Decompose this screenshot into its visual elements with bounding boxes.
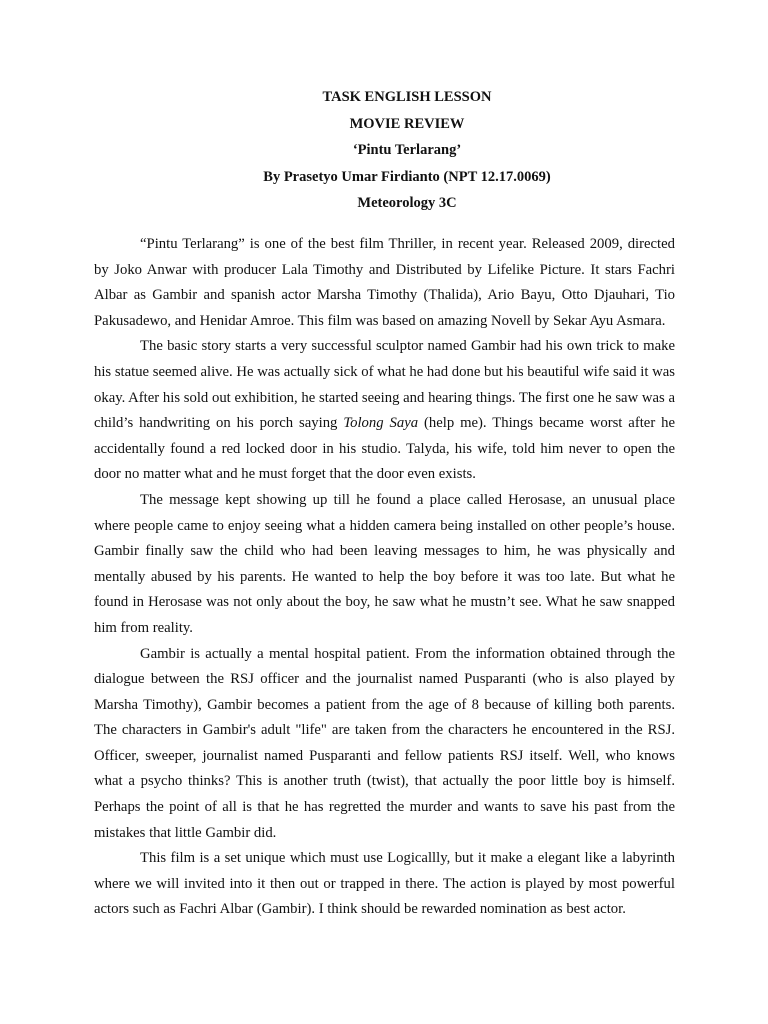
document-type: MOVIE REVIEW — [349, 115, 465, 132]
italic-phrase: Tolong Saya — [343, 415, 419, 432]
author-line: By Prasetyo Umar Firdianto (NPT 12.17.0069) — [263, 168, 551, 185]
paragraph-herosase: The message kept showing up till he found a place called Herosase, an unusual place where people came to enjoy seeing what a hidden camera being installed on other people’s house. Gambir finally saw the child who had been leaving messages to him, he was physically and mentally abused by his parents. He wanted to help the boy before it was too late. But what he found in Herosase was not only about the boy, he saw what he mustn’t see. What he saw snapped him from reality. — [94, 491, 675, 636]
movie-title: ‘Pintu Terlarang’ — [352, 142, 462, 158]
paragraph-story-text-2: (help me). Things became worst after he accidentally found a red locked door in his studio. Talyda, his wife, told him never to open the door no matter what and he must forget that the door even exists. — [94, 415, 675, 483]
paragraph-story-text-1: The basic story starts a very successful sculptor named Gambir had his own trick to make his statue seemed alive. He was actually sick of what he had done but his beautiful wife said it was okay. After his sold out exhibition, he started seeing and hearing things. The first one he saw was a child’s handwriting on his porch saying — [94, 338, 675, 432]
document-header — [0, 84, 768, 217]
paragraph-twist: Gambir is actually a mental hospital patient. From the information obtained through the dialogue between the RSJ officer and the journalist named Pusparanti (who is also played by Marsha Timothy), Gambir becomes a patient from the age of 8 because of killing both parents. The characters in Gambir's adult "life" are taken from the characters he encountered in the RSJ. Officer, sweeper, journalist named Pusparanti and fellow patients RSJ itself. Well, who knows what a psycho thinks? This is another truth (twist), that actually the poor little boy is himself. Perhaps the point of all is that he has regretted the murder and wants to save his past from the mistakes that little Gambir did. — [94, 645, 675, 841]
paragraph-story — [94, 334, 675, 488]
review-body — [94, 232, 675, 923]
class-line: Meteorology 3C — [357, 195, 457, 211]
paragraph-conclusion: This film is a set unique which must use Logicallly, but it make a elegant like a labyrinth where we will invited into it then out or trapped in there. The action is played by most powerful actors such as Fachri Albar (Gambir). I think should be rewarded nomination as best actor. — [94, 850, 675, 918]
course-title: TASK ENGLISH LESSON — [322, 89, 492, 105]
paragraph-intro: “Pintu Terlarang” is one of the best film Thriller, in recent year. Released 2009, directed by Joko Anwar with producer Lala Timothy and Distributed by Lifelike Picture. It stars Fachri Albar as Gambir and spanish actor Marsha Timothy (Thalida), Ario Bayu, Otto Djauhari, Tio Pakusadewo, and Henidar Amroe. This film was based on amazing Novell by Sekar Ayu Asmara. — [94, 236, 675, 329]
